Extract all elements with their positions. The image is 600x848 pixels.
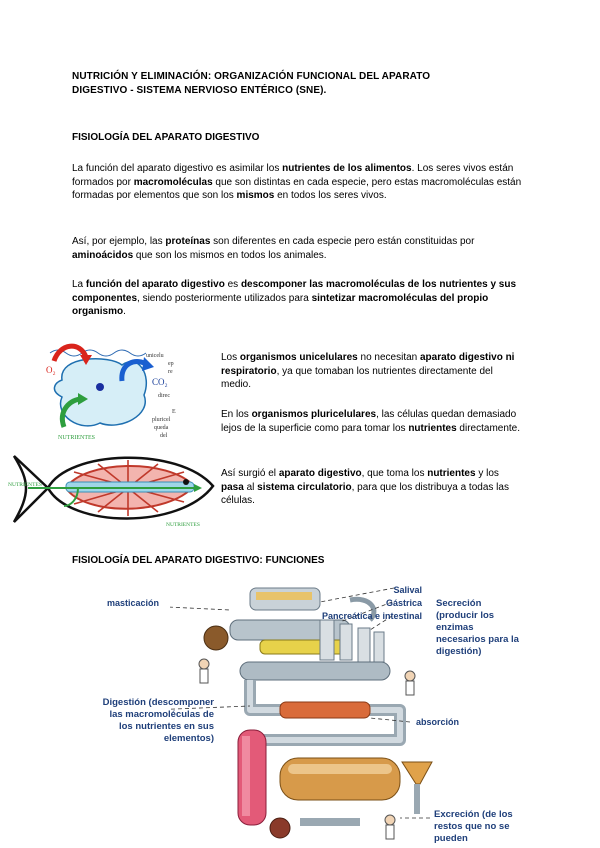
paragraph-proteins: Así, por ejemplo, las proteínas son diferentes en cada especie pero están constituidas por aminoácidos que son los mismos en todos los animales. [72,236,475,261]
svg-text:queda: queda [154,425,169,431]
svg-text:NUTRIENTES: NUTRIENTES [8,482,42,488]
svg-text:re: re [168,369,173,375]
title-line-1: NUTRICIÓN Y ELIMINACIÓN: ORGANIZACIÓN FUNCIONAL DEL APARATO [72,71,431,82]
svg-text:NUTRIENTES: NUTRIENTES [58,435,95,441]
label-absorcion: absorción [416,717,460,727]
svg-text:direc: direc [158,393,170,399]
label-digestion: Digestión (descomponer las macromoléculas de los nutrientes en sus elementos) [102,697,214,744]
section-heading-functions: FISIOLOGÍA DEL APARATO DIGESTIVO: FUNCIONES [72,555,325,566]
title-line-2: DIGESTIVO - SISTEMA NERVIOSO ENTÉRICO (SNE). [72,85,327,96]
svg-text:O₂: O₂ [46,365,56,375]
paragraph-digestive-origin: Así surgió el aparato digestivo, que toma los nutrientes y los pasa al sistema circulatorio, para que los distribuya a todas las células. [221,468,509,506]
label-salival: Salival [393,585,422,595]
unicellular-cell-illustration [40,335,180,445]
label-masticacion: masticación [107,598,160,608]
paragraph-function: La función del aparato digestivo es asimilar los nutrientes de los alimentos. Los seres vivos están formados por macromoléculas que son distintas en cada especie, pero estas macromoléculas están formadas por elementos que son los mismos en todos los seres vivos. [72,163,522,201]
page-title [72,70,512,98]
paragraph-unicellular: Los organismos unicelulares no necesitan aparato digestivo ni respiratorio, ya que tomaban los nutrientes directamente del medio. [221,352,515,390]
svg-text:del: del [160,433,168,439]
fish-illustration [8,442,220,534]
paragraph-digestive-function: La función del aparato digestivo es descomponer las macromoléculas de los nutrientes y sus componentes, siendo posteriormente utilizados para sintetizar macromoléculas del propio organismo. [72,279,517,317]
section-heading-physiology: FISIOLOGÍA DEL APARATO DIGESTIVO [72,132,260,143]
label-gastrica: Gástrica [385,598,422,608]
svg-text:pluricel: pluricel [152,417,171,423]
label-pancreatica: Pancreática e intestinal [321,611,422,621]
label-excrecion: Excreción (de los restos que no se pueden [434,809,513,844]
label-secrecion: Secreción (producir los enzimas necesarios para la digestión) [436,598,519,657]
svg-text:E: E [172,409,176,415]
paragraph-multicellular: En los organismos pluricelulares, las células quedan demasiado lejos de la superficie como para tomar los nutrientes directamente. [221,409,521,434]
svg-text:CO₂: CO₂ [152,377,168,387]
svg-text:unicelu: unicelu [146,353,164,359]
svg-text:NUTRIENTES: NUTRIENTES [166,522,200,528]
svg-text:ep: ep [168,361,174,367]
